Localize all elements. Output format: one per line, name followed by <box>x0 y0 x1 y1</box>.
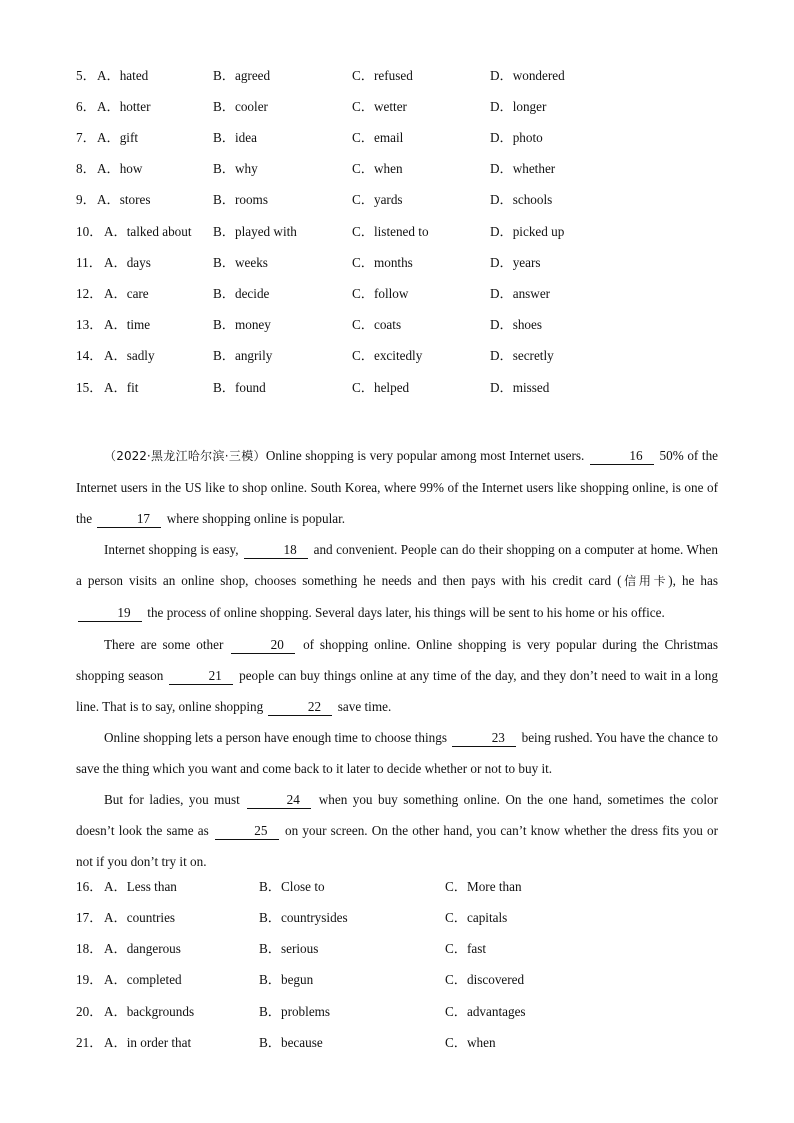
option-d: D．photo <box>490 130 543 145</box>
passage-paragraph: Online shopping lets a person have enough time to choose things 23 being rushed. You have the chance to save the thing which you want and come back to it later to decide whether or not to buy it. <box>76 729 718 776</box>
blank-23: 23 <box>452 730 516 747</box>
question-number: 16． <box>76 879 103 894</box>
option-a: A．countries <box>104 910 176 925</box>
option-a: A．gift <box>97 130 139 145</box>
question-number: 14． <box>76 348 103 363</box>
option-c: C．when <box>352 161 403 176</box>
option-b: B．agreed <box>213 68 271 83</box>
option-b: B．rooms <box>213 192 268 207</box>
question-number: 20． <box>76 1004 103 1019</box>
blank-24: 24 <box>247 792 311 809</box>
cloze-passage <box>76 440 718 877</box>
blank-20: 20 <box>231 637 295 654</box>
option-a: A．fit <box>104 380 139 395</box>
option-c: C．months <box>352 255 413 270</box>
option-c: C．coats <box>352 317 402 332</box>
blank-22: 22 <box>268 699 332 716</box>
question-number: 18． <box>76 941 103 956</box>
option-c: C．follow <box>352 286 409 301</box>
option-c: C．yards <box>352 192 403 207</box>
option-a: A．completed <box>104 972 182 987</box>
option-b: B．found <box>213 380 266 395</box>
option-b: B．idea <box>213 130 257 145</box>
option-b: B．Close to <box>259 879 325 894</box>
option-c: C．listened to <box>352 224 429 239</box>
question-number: 8． <box>76 161 96 176</box>
option-b: B．why <box>213 161 258 176</box>
option-c: C．capitals <box>445 910 508 925</box>
option-a: A．sadly <box>104 348 155 363</box>
option-b: B．serious <box>259 941 319 956</box>
passage-paragraph: But for ladies, you must 24 when you buy something online. On the one hand, sometimes the color doesn’t look the same as 25 on your screen. On the other hand, you can’t know whether the dress fits you or not if you don’t try it on. <box>76 792 719 870</box>
option-d: D．whether <box>490 161 556 176</box>
option-a: A．backgrounds <box>104 1004 195 1019</box>
question-number: 15． <box>76 380 103 395</box>
option-d: D．longer <box>490 99 547 114</box>
option-c: C．fast <box>445 941 487 956</box>
option-c: C．refused <box>352 68 413 83</box>
option-d: D．picked up <box>490 224 565 239</box>
option-a: A．hotter <box>97 99 151 114</box>
option-b: B．money <box>213 317 271 332</box>
blank-19: 19 <box>78 605 142 622</box>
option-b: B．problems <box>259 1004 331 1019</box>
question-number: 6． <box>76 99 96 114</box>
option-b: B．countrysides <box>259 910 348 925</box>
option-d: D．answer <box>490 286 551 301</box>
option-b: B．cooler <box>213 99 268 114</box>
option-d: D．schools <box>490 192 553 207</box>
option-a: A．hated <box>97 68 149 83</box>
passage-paragraph: There are some other 20 of shopping online. Online shopping is very popular during the Christmas shopping season 21 people can buy things online at any time of the day, and they don’t need to wait in a long line. That is to say, online shopping 22 save time. <box>76 636 718 714</box>
option-d: D．shoes <box>490 317 543 332</box>
option-b: B．begun <box>259 972 314 987</box>
question-number: 21． <box>76 1035 103 1050</box>
option-c: C．email <box>352 130 404 145</box>
option-d: D．missed <box>490 380 550 395</box>
option-c: C．when <box>445 1035 496 1050</box>
option-b: B．because <box>259 1035 323 1050</box>
question-number: 19． <box>76 972 103 987</box>
question-number: 17． <box>76 910 103 925</box>
blank-16: 16 <box>590 448 654 465</box>
option-b: B．weeks <box>213 255 268 270</box>
option-c: C．advantages <box>445 1004 526 1019</box>
option-c: C．More than <box>445 879 522 894</box>
option-a: A．time <box>104 317 151 332</box>
question-number: 13． <box>76 317 103 332</box>
option-a: A．how <box>97 161 143 176</box>
question-number: 5． <box>76 68 96 83</box>
option-c: C．wetter <box>352 99 407 114</box>
option-a: A．days <box>104 255 151 270</box>
source-label: （2022·黑龙江哈尔滨·三模） <box>104 449 266 463</box>
option-d: D．years <box>490 255 541 270</box>
option-a: A．Less than <box>104 879 177 894</box>
question-number: 7． <box>76 130 96 145</box>
option-a: A．dangerous <box>104 941 181 956</box>
option-b: B．decide <box>213 286 270 301</box>
option-a: A．stores <box>97 192 151 207</box>
question-number: 11． <box>76 255 102 270</box>
blank-17: 17 <box>97 511 161 528</box>
passage-paragraph: （2022·黑龙江哈尔滨·三模）Online shopping is very popular among most Internet users. 16 50% of the Internet users in the US like to shop online. South Korea, where 99% of the Internet users like shopping online, is one of the 17 where shopping online is popular. <box>76 448 719 527</box>
option-d: D．wondered <box>490 68 565 83</box>
option-d: D．secretly <box>490 348 554 363</box>
option-c: C．helped <box>352 380 410 395</box>
question-number: 9． <box>76 192 96 207</box>
question-number: 12． <box>76 286 103 301</box>
option-c: C．discovered <box>445 972 525 987</box>
blank-18: 18 <box>244 542 308 559</box>
option-a: A．talked about <box>104 224 192 239</box>
option-b: B．angrily <box>213 348 273 363</box>
question-number: 10． <box>76 224 103 239</box>
option-c: C．excitedly <box>352 348 423 363</box>
option-a: A．care <box>104 286 149 301</box>
blank-21: 21 <box>169 668 233 685</box>
option-b: B．played with <box>213 224 297 239</box>
option-a: A．in order that <box>104 1035 192 1050</box>
passage-paragraph: Internet shopping is easy, 18 and convenient. People can do their shopping on a computer at home. When a person visits an online shop, chooses something he needs and then pays with his credit card (信用卡), he has 19 the process of online shopping. Several days later, his things will be sent to his home or his office. <box>76 542 719 621</box>
blank-25: 25 <box>215 823 279 840</box>
